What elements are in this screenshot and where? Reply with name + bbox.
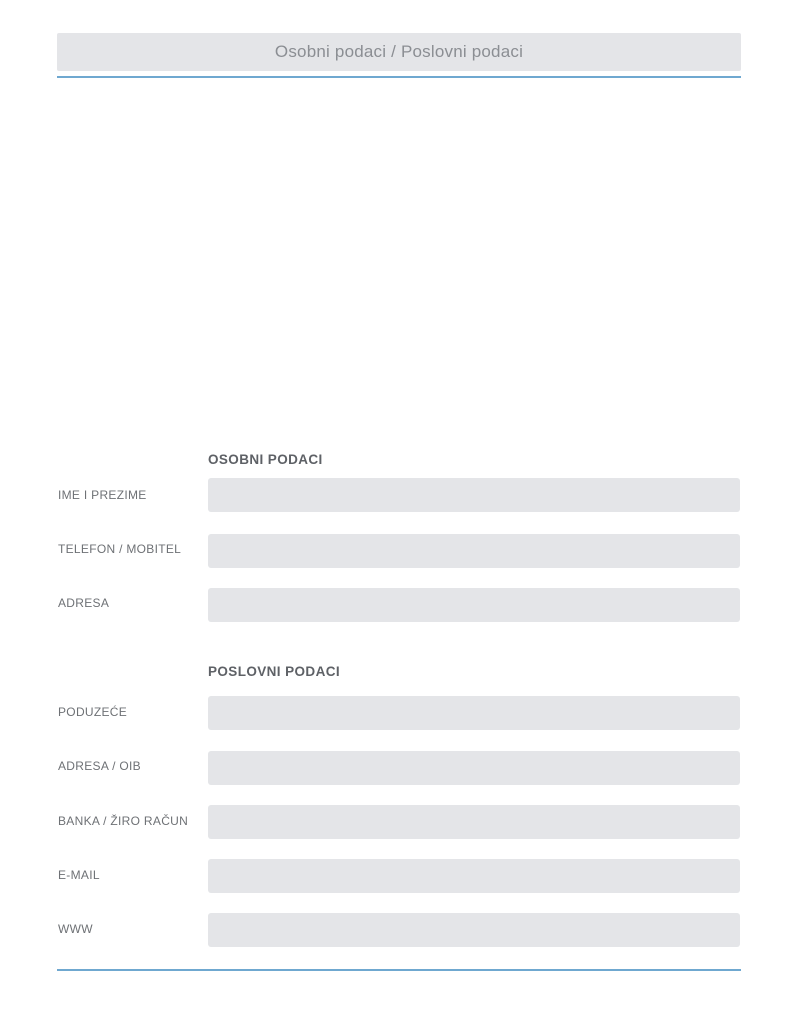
field-input[interactable] bbox=[208, 534, 740, 568]
field-input[interactable] bbox=[208, 913, 740, 947]
section-title: POSLOVNI PODACI bbox=[208, 664, 341, 679]
field-label: TELEFON / MOBITEL bbox=[58, 542, 182, 556]
footer-divider bbox=[57, 969, 741, 971]
header-divider bbox=[57, 76, 741, 78]
field-input[interactable] bbox=[208, 696, 740, 730]
field-input[interactable] bbox=[208, 805, 740, 839]
field-label: BANKA / ŽIRO RAČUN bbox=[58, 814, 189, 828]
field-label: IME I PREZIME bbox=[58, 488, 147, 502]
section-title: OSOBNI PODACI bbox=[208, 452, 323, 467]
field-label: E-MAIL bbox=[58, 868, 100, 882]
field-label: WWW bbox=[58, 922, 93, 936]
field-input[interactable] bbox=[208, 588, 740, 622]
field-input[interactable] bbox=[208, 859, 740, 893]
field-input[interactable] bbox=[208, 478, 740, 512]
field-label: ADRESA / OIB bbox=[58, 759, 141, 773]
field-label: PODUZEĆE bbox=[58, 705, 128, 719]
field-input[interactable] bbox=[208, 751, 740, 785]
field-label: ADRESA bbox=[58, 596, 110, 610]
header-banner bbox=[57, 33, 741, 71]
page-title: Osobni podaci / Poslovni podaci bbox=[274, 42, 524, 61]
